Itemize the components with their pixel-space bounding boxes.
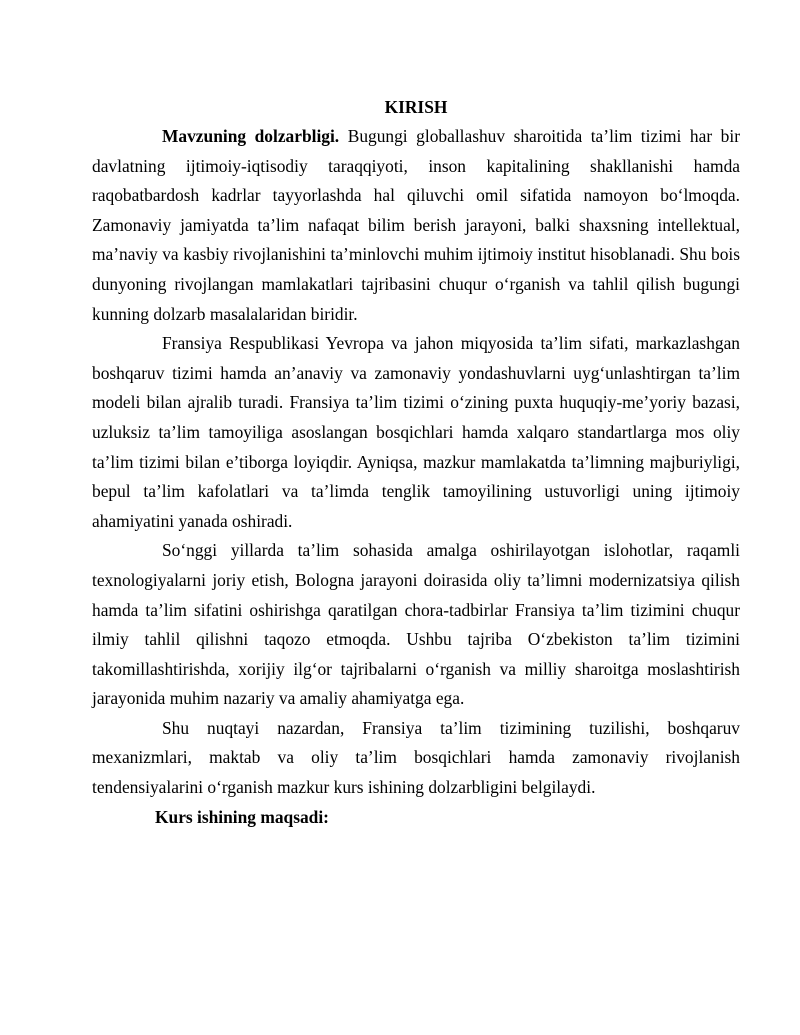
paragraph-text: Bugungi globallashuv sharoitida ta’lim tizimi har bir davlatning ijtimoiy-iqtisodiy taraqqiyoti, inson kapitalining shakllanishi hamda raqobatbardosh kadrlar tayyorlashda hal qiluvchi omil sifatida namoyon bo‘lmoqda. Zamonaviy jamiyatda ta’lim nafaqat bilim berish jarayoni, balki shaxsning intellektual, ma’naviy va kasbiy rivojlanishini ta’minlovchi muhim ijtimoiy institut hisoblanadi. Shu bois dunyoning rivojlangan mamlakatlari tajribasini chuqur o‘rganish va tahlil qilish bugungi kunning dolzarb masalalaridan biridir.: [92, 126, 740, 324]
paragraph-reforms: [92, 536, 740, 714]
paragraph-lead: Mavzuning dolzarbligi.: [162, 126, 340, 146]
paragraph-text: Fransiya Respublikasi Yevropa va jahon miqyosida ta’lim sifati, markazlashgan boshqaruv tizimi hamda an’anaviy va zamonaviy yondashuvlarni uyg‘unlashtirgan ta’lim modeli bilan ajralib turadi. Fransiya ta’lim tizimi o‘zining puxta huquqiy-me’yoriy bazasi, uzluksiz ta’lim tamoyiliga asoslangan bosqichlari hamda xalqaro standartlarga mos oliy ta’lim tizimi bilan e’tiborga loyiqdir. Ayniqsa, mazkur mamlakatda ta’limning majburiyligi, bepul ta’lim kafolatlari va ta’limda tenglik tamoyilining ustuvorligi uning ijtimoiy ahamiyatini yanada oshiradi.: [92, 333, 740, 531]
page-title: KIRISH: [384, 97, 448, 117]
paragraph-text: So‘nggi yillarda ta’lim sohasida amalga oshirilayotgan islohotlar, raqamli texnologiyalarni joriy etish, Bologna jarayoni doirasida oliy ta’limni modernizatsiya qilish hamda ta’lim sifatini oshirishga qaratilgan chora-tadbirlar Fransiya ta’lim tizimini chuqur ilmiy tahlil qilishni taqozo etmoqda. Ushbu tajriba O‘zbekiston ta’lim tizimini takomillashtirishda, xorijiy ilg‘or tajribalarni o‘rganish va milliy sharoitga moslashtirish jarayonida muhim nazariy va amaliy ahamiyatga ega.: [92, 540, 740, 709]
document-page: [92, 92, 740, 832]
paragraph-conclusion: [92, 714, 740, 803]
paragraph-text: Shu nuqtayi nazardan, Fransiya ta’lim tizimining tuzilishi, boshqaruv mexanizmlari, maktab va oliy ta’lim bosqichlari hamda zamonaviy rivojlanish tendensiyalarini o‘rganish mazkur kurs ishining dolzarbligini belgilaydi.: [92, 717, 740, 798]
paragraph-france-model: [92, 329, 740, 536]
section-subheading: Kurs ishining maqsadi:: [155, 806, 329, 827]
paragraph-relevance: [92, 122, 740, 329]
